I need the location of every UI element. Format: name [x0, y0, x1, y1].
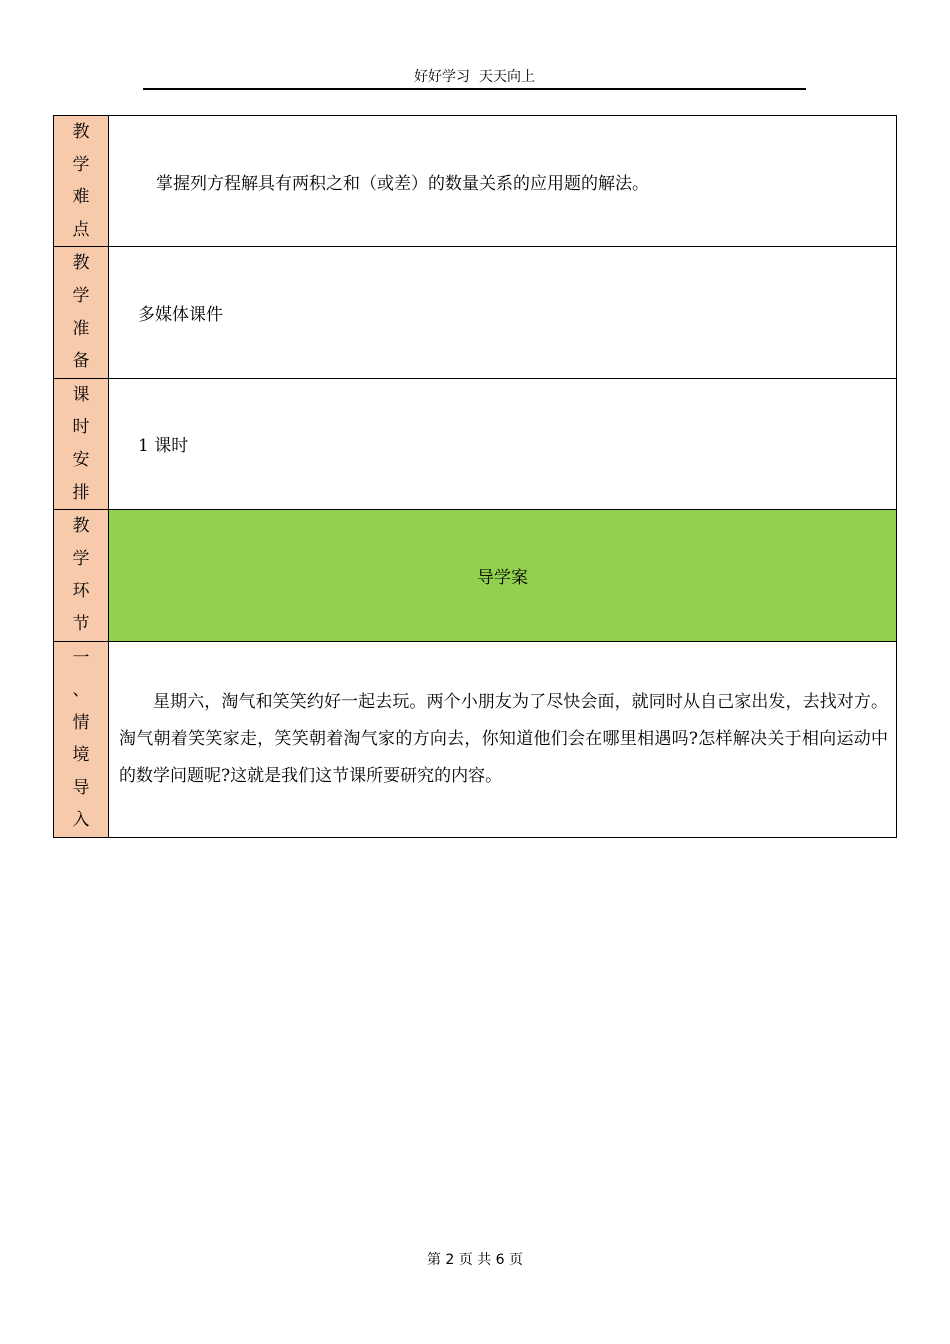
row-content-difficulty: 掌握列方程解具有两积之和（或差）的数量关系的应用题的解法。	[109, 116, 897, 247]
label-char: 备	[72, 351, 90, 372]
header-left-text: 好好学习	[414, 69, 471, 85]
label-char: 课	[72, 384, 90, 405]
row-label-difficulty	[54, 116, 109, 247]
header-right-text: 天天向上	[478, 69, 535, 85]
label-char: 难	[72, 187, 90, 208]
label-char: 安	[72, 449, 90, 470]
row-label-preparation	[54, 247, 109, 378]
label-char: 学	[72, 285, 90, 306]
row-content-introduction	[109, 641, 897, 838]
label-char: 环	[72, 581, 90, 602]
label-char: 点	[72, 219, 90, 240]
row-label-introduction	[54, 641, 109, 838]
section-heading-guide: 导学案	[109, 510, 897, 641]
row-content-preparation: 多媒体课件	[109, 247, 897, 378]
table-row	[54, 116, 897, 247]
label-char: 境	[72, 745, 90, 766]
introduction-paragraph: 星期六，淘气和笑笑约好一起去玩。两个小朋友为了尽快会面，就同时从自己家出发，去找对方。淘气朝着笑笑家走，笑笑朝着淘气家的方向去，你知道他们会在哪里相遇吗?怎样解决关于相向运动中的数学问题呢?这就是我们这节课所要研究的内容。	[119, 691, 888, 786]
label-char: 时	[72, 417, 90, 438]
row-label-schedule	[54, 378, 109, 509]
page-header	[143, 66, 806, 90]
label-char: 教	[72, 253, 90, 274]
table-row	[54, 247, 897, 378]
label-char: 节	[72, 613, 90, 634]
page-number: 第 2 页 共 6 页	[426, 1252, 524, 1268]
label-char: 准	[72, 318, 90, 339]
label-char: 入	[72, 810, 90, 831]
label-char: 一	[72, 647, 90, 668]
label-char: 学	[72, 548, 90, 569]
lesson-plan-table	[53, 115, 897, 838]
label-char: 教	[72, 122, 90, 142]
row-label-section	[54, 510, 109, 641]
label-char: 情	[72, 712, 90, 733]
label-char: 导	[72, 777, 90, 798]
table-row	[54, 641, 897, 838]
row-content-schedule: 1 课时	[109, 378, 897, 509]
table-row	[54, 510, 897, 641]
label-char: 学	[72, 154, 90, 175]
label-char: 教	[72, 516, 90, 537]
label-char: 排	[72, 482, 90, 503]
label-char: 、	[72, 680, 90, 701]
table-row	[54, 378, 897, 509]
